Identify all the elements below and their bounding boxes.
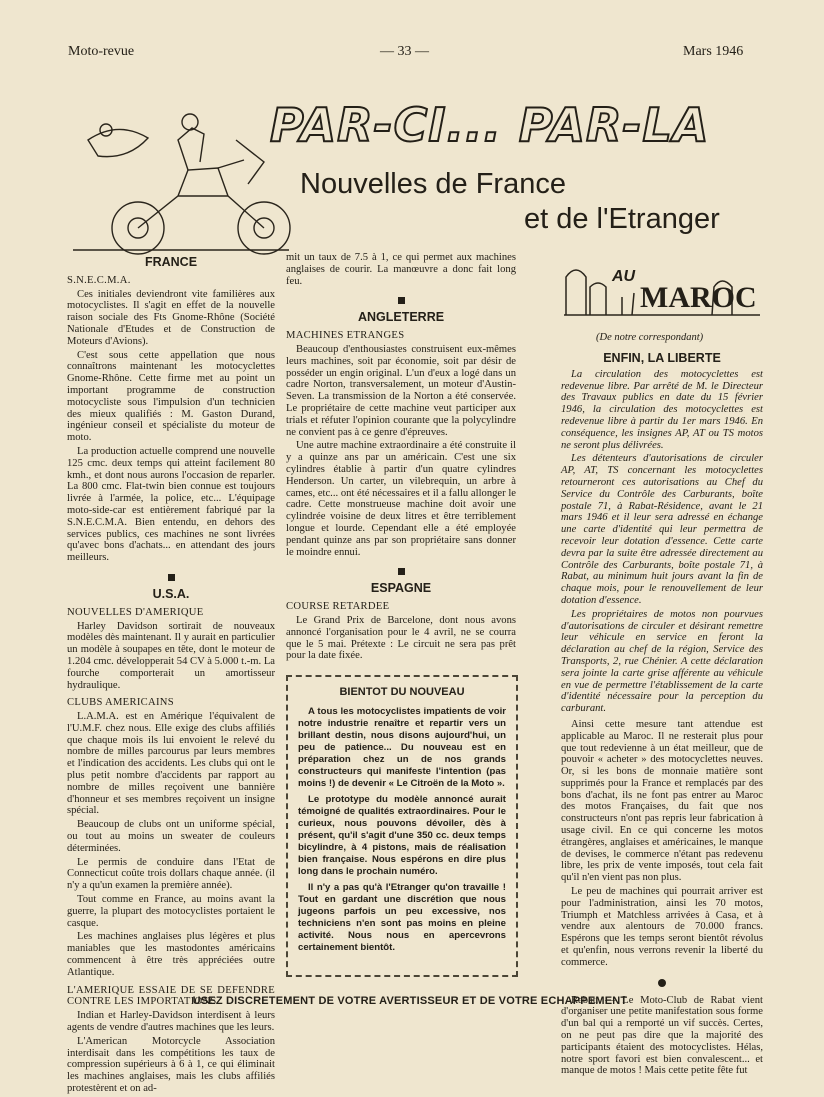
au-maroc-lettering-main: MAROC xyxy=(640,281,757,314)
column-1 xyxy=(67,254,275,1097)
paragraph: Le Grand Prix de Barcelone, dont nous avons annoncé l'organisation pour le 4 avril, ne se courra que le 5 mai. Prétexte : Le circuit ne sera pas prêt pour la date fixée. xyxy=(286,614,516,662)
issue-date: Mars 1946 xyxy=(683,44,744,59)
section-heading-france: FRANCE xyxy=(144,255,198,269)
headline-art: PAR-CI... PAR-LA xyxy=(270,98,710,152)
section-separator xyxy=(658,979,666,987)
paragraph: Harley Davidson sortirait de nouveaux modèles dès maintenant. Il y aurait en particulier un modèle à soupapes en tête, dont le moteur de 1.204 cmc. développerait 54 CV à 5.000 t.-m. La fourche comporterait un amortisseur hydraulique. xyxy=(67,620,275,691)
paragraph: Beaucoup de clubs ont un uniforme spécial, ou tout au moins un sweater de couleurs déterminées. xyxy=(67,819,275,854)
footer-slogan: USEZ DISCRETEMENT DE VOTRE AVERTISSEUR ET DE VOTRE ECHAPPEMENT xyxy=(192,995,628,1007)
announcement-paragraph: Il n'y a pas qu'à l'Etranger qu'on travaille ! Tout en gardant une discrétion que nous jugeons parfois un peu excessive, nos techniciens n'en sont pas moins en pleine activité. Nous nous en apercevrons certainement bientôt. xyxy=(298,882,506,953)
paragraph: Tout comme en France, au moins avant la guerre, la plupart des motocyclistes portaient le casque. xyxy=(67,894,275,929)
motorcyclist-illustration xyxy=(68,100,294,264)
running-title: Moto-revue xyxy=(68,44,135,59)
page-number: — 33 — xyxy=(380,44,429,59)
paragraph: Ces initiales deviendront vite familières aux motocyclistes. Il s'agit en effet de la nouvelle raison sociale des Fts Gnome-Rhône (Société Nationale d'Etudes et de Construction de Moteurs d'Avions). xyxy=(67,288,275,347)
announcement-paragraph: A tous les motocyclistes impatients de voir notre industrie renaître et repartir vers un brillant destin, nous disons aujourd'hui, un peu de patience... Du nouveau est en préparation chez un de nos grands constructeurs qui manifeste l'intention (pas moins !) de devenir « Le Citroën de la Moto ». xyxy=(298,706,506,789)
section-separator xyxy=(168,574,175,581)
subheading-snecma: S.N.E.C.M.A. xyxy=(67,274,131,286)
section-heading-liberte: ENFIN, LA LIBERTE xyxy=(603,351,721,365)
column-2 xyxy=(286,252,516,664)
italic-paragraph: Les détenteurs d'autorisations de circuler AP, AT, TS concernant les motocyclettes retourneront ces autorisations au Chef du Service du Contrôle des Carburants, boîte postale 71, à Rabat-Résidence, avant le 21 mars 1946 et il leur sera adressé en échange une carte d'identité qui leur permettra de recevoir leur dotation d'essence. Cette carte devra par la suite être adressée directement au Contrôle des Carburants, boîte postale 71, à Rabat, au minimum huit jours avant la fin de chaque mois, pour le renouvellement de leur dotation d'essence. xyxy=(561,453,763,606)
section-heading-espagne: ESPAGNE xyxy=(370,581,432,596)
subtitle-line1: Nouvelles de France xyxy=(300,168,566,200)
subheading-clubs: CLUBS AMERICAINS xyxy=(67,697,174,709)
paragraph: Une autre machine extraordinaire a été construite il y a quinze ans par un américain. C'est une six cylindres établie à partir d'un quatre cylindres Henderson. Un carter, un vilebrequin, un arbre à cames, etc... ont été nécessaires et il a fallu allonger le cadre. Cette monstrueuse machine doit avoir une cylindrée voisine de deux litres et être terriblement longue et lourde. Cependant elle a été employée pendant quinze ans par son propriétaire sans donner le moindre ennui. xyxy=(286,440,516,558)
paragraph: Beaucoup d'enthousiastes construisent eux-mêmes leurs machines, soit par économie, soit par désir de posséder un engin original. L'un d'eux a logé dans un cadre Norton, transversalement, un moteur d'Austin-Seven. La transmission de la Norton a été conservée. Le propriétaire de cette machine veut participer aux trials et réfuter l'opinion courante que la polycylindre ne convient pas à ce genre d'épreuves. xyxy=(286,343,516,438)
paragraph: Le peu de machines qui pourrait arriver est pour l'administration, ainsi les 70 motos, Triumph et Matchless arrivées à Casa, et à vendre aux alentours de 70.000 francs. Espérons que les temps seront bientôt révolus et qu'enfin, nous verrons revenir la liberté du commerce. xyxy=(561,886,763,968)
paragraph: Le permis de conduire dans l'Etat de Connecticut coûte trois dollars chaque année. (il n'y a qu'un examen la première année). xyxy=(67,856,275,892)
subheading-machines: MACHINES ETRANGES xyxy=(286,330,405,342)
paragraph: L'American Motorcycle Association interdisait dans les compétitions les taux de compression supérieurs à 6 à 1, ce qui éliminait les machines anglaises, mais les clubs affiliés protestèrent et on ad- xyxy=(67,1035,275,1094)
paragraph: La production actuelle comprend une nouvelle 125 cmc. deux temps qui atteint facilement 80 kmh., et dont nous aurons l'occasion de reparler. La 800 cmc. Flat-twin bien connue est toujours livrée à l'armée, la police, etc... L'équipage moto-side-car est entièrement fabriqué par la S.N.E.C.M.A. Bien entendu, en dehors des services publics, ces machines ne sont livrées qu'avec bons d'achats... en attendant des jours meilleurs. xyxy=(67,445,275,564)
paragraph: C'est sous cette appellation que nous connaîtrons maintenant les motocyclettes Gnome-Rhône. Cette firme met au point un important programme de construction motocycliste sous l'impulsion d'un technicien des mieux qualifiés : M. Gaston Durand, ingénieur conseil et spécialiste du moteur de moto. xyxy=(67,349,275,444)
italic-paragraph: Les propriétaires de motos non pourvues d'autorisations de circuler et désirant remettre leur véhicule en service en feront la déclaration au chef de la région, Service des Transports, 2, rue Chénier. A cette déclaration sera jointe la carte grise afférente au véhicule en vue de permettre l'établissement de la carte d'identité nécessaire pour la perception du carburant. xyxy=(561,608,763,715)
subheading-course: COURSE RETARDEE xyxy=(286,601,390,613)
announcement-heading: BIENTOT DU NOUVEAU xyxy=(339,686,465,698)
paragraph: Ainsi cette mesure tant attendue est applicable au Maroc. Il ne resterait plus pour que tout redevienne à un état meilleur, que de pouvoir « acheter » des motocyclettes neuves. Or, si les bons de monnaie matière sont supprimés pour la France et remplacés par des bons d'achat, ils ne font pas entrer au Maroc des motos Françaises, du fait que nos constructeurs n'ont pas repris leur fabrication à usage civil. En ce qui concerne les motos étrangères, anglaises et américaines, le manque de devises, le commerce n'étant pas redevenu libre, les prix de vente imposés, tout cela fait qu'il n'en vient pas non plus. xyxy=(561,718,763,884)
paragraph: mit un taux de 7.5 à 1, ce qui permet aux machines anglaises de courir. La manœuvre a donc fait long feu. xyxy=(286,252,516,287)
italic-paragraph: La circulation des motocyclettes est redevenue libre. Par arrêté de M. le Directeur des Travaux publics en date du 15 février 1946, la circulation des motocyclettes est redevenue libre à partir du 1er mars 1946. En conséquence, les insignes AP, AT ou TS motos ne seront plus délivrées. xyxy=(561,368,763,451)
au-maroc-lettering: AU xyxy=(612,268,636,285)
paragraph: Les machines anglaises plus légères et plus maniables que les mastodontes américains commencent à être très appréciées outre Atlantique. xyxy=(67,931,275,978)
correspondent-credit: (De notre correspondant) xyxy=(596,332,704,343)
paragraph: Indian et Harley-Davidson interdisent à leurs agents de vendre d'autres machines que les leurs. xyxy=(67,1010,275,1034)
announcement-box xyxy=(286,675,518,977)
section-separator xyxy=(398,568,405,575)
section-heading-usa: U.S.A. xyxy=(152,586,190,601)
subtitle-line2: et de l'Etranger xyxy=(524,203,720,235)
section-separator xyxy=(398,297,405,304)
subheading-nouvelles: NOUVELLES D'AMERIQUE xyxy=(67,606,204,618)
au-maroc-banner xyxy=(562,257,762,317)
paragraph: Rabat. — Le Moto-Club de Rabat vient d'organiser une petite manifestation sous forme d'un bal qui a remporté un vif succès. Certes, on ne peut pas dire que la majorité des participants étaient des motocyclistes. Hélas, notre sport favori est bien convalescent... et manque de motos ! Mais cette petite fête fut xyxy=(561,994,763,1077)
column-3 xyxy=(561,350,763,1079)
subheading-importations: L'AMERIQUE ESSAIE DE SE DEFENDRE CONTRE LES IMPORTATIONS xyxy=(67,984,275,1008)
announcement-paragraph: Le prototype du modèle annoncé aurait témoigné de qualités extraordinaires. Pour le curieux, nous pouvons dévoiler, dès à présent, qu'il s'agit d'une 350 cc. deux temps bicylindre, à 4 pistons, mais de réalisation bien française. Nous espérons en dire plus long dans le prochain numéro. xyxy=(298,794,506,877)
paragraph: L.A.M.A. est en Amérique l'équivalent de l'U.M.F. chez nous. Elle exige des clubs affiliés que chaque mois ils lui envoient le relevé du nombre de milles parcourus par leurs membres et l'indication des accidents. Les clubs qui ont le plus petit nombre d'accidents par rapport au nombre de milles reçoivent une bannière d'honneur et ses membres reçoivent un insigne spécial. xyxy=(67,711,275,817)
section-heading-angleterre: ANGLETERRE xyxy=(357,310,445,325)
